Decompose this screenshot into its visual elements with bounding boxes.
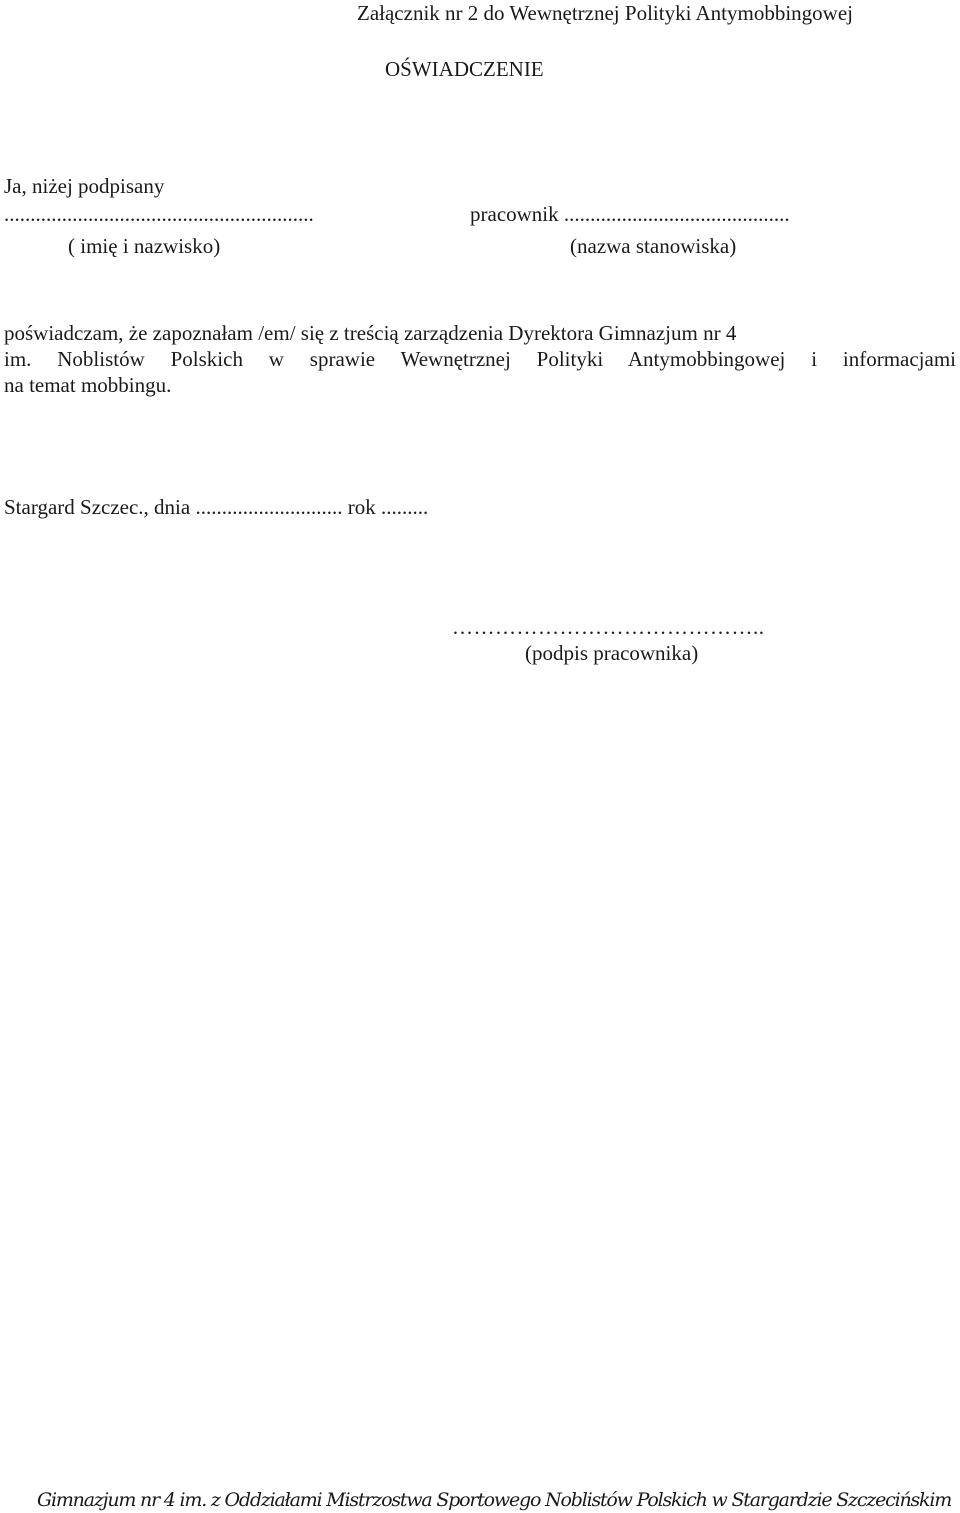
name-fill-line: ........................................................... <box>4 202 314 226</box>
declaration-line-1: poświadczam, że zapoznałam /em/ się z treścią zarządzenia Dyrektora Gimnazjum nr 4 <box>4 321 737 345</box>
place-date-line: Stargard Szczec., dnia ............................ rok ......... <box>4 495 429 519</box>
page-title: OŚWIADCZENIE <box>385 57 544 81</box>
intro-text: Ja, niżej podpisany <box>4 174 165 198</box>
attachment-header: Załącznik nr 2 do Wewnętrznej Polityki Antymobbingowej <box>357 1 853 25</box>
declaration-paragraph <box>4 320 956 398</box>
page-footer: Gimnazjum nr 4 im. z Oddziałami Mistrzostwa Sportowego Noblistów Polskich w Stargardzie Szczecińskim <box>37 1489 952 1511</box>
position-fill-line: pracownik ........................................... <box>470 202 790 226</box>
declaration-line-2: im. Noblistów Polskich w sprawie Wewnętrznej Polityki Antymobbingowej i informacjami <box>4 347 956 371</box>
position-caption: (nazwa stanowiska) <box>570 234 737 258</box>
signature-fill-line: …………………………………….. <box>452 615 765 639</box>
signature-caption: (podpis pracownika) <box>525 641 699 665</box>
name-caption: ( imię i nazwisko) <box>68 234 221 258</box>
declaration-line-3: na temat mobbingu. <box>4 373 172 397</box>
